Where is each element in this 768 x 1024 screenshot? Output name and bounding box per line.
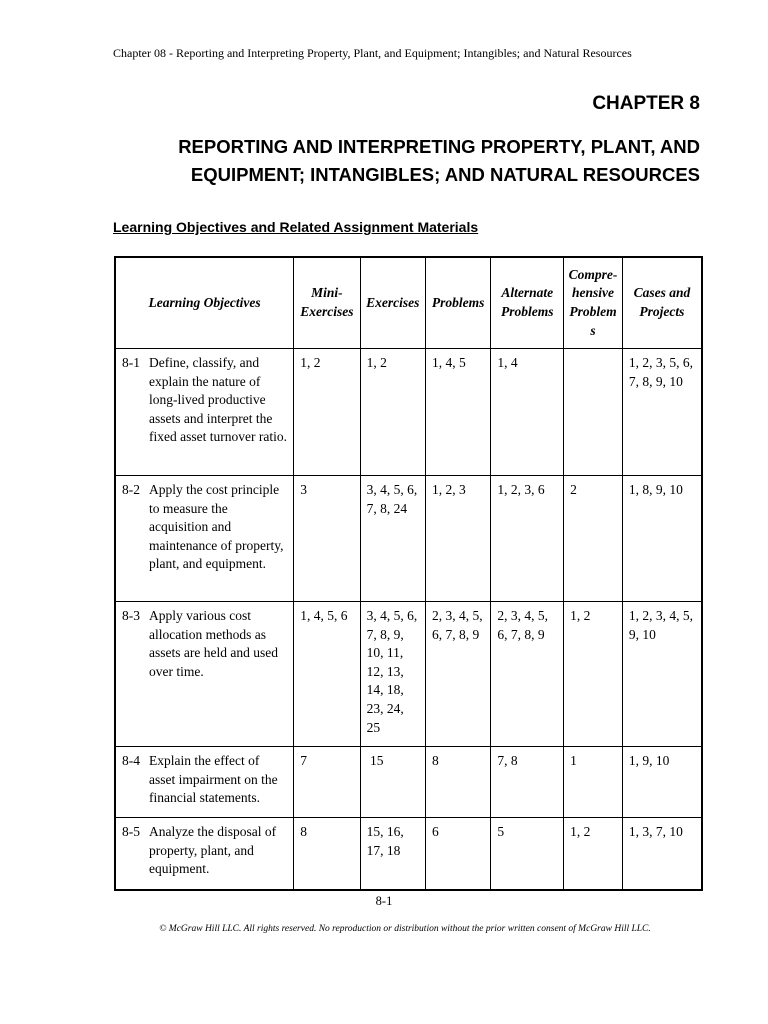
table-row xyxy=(115,602,702,747)
header-cases-and-projects xyxy=(622,257,702,349)
objective-cell xyxy=(115,818,294,890)
objective-text: Apply various cost allocation methods as assets are held and used over time. xyxy=(149,608,278,679)
header-comprehensive-line: s xyxy=(590,322,596,338)
problems-cell: 2, 3, 4, 5, 6, 7, 8, 9 xyxy=(425,602,490,747)
problems-cell: 1, 2, 3 xyxy=(425,476,490,602)
chapter-title-line-2: EQUIPMENT; INTANGIBLES; AND NATURAL RESOURCES xyxy=(190,164,700,185)
header-cases-line: Cases and xyxy=(633,285,691,301)
alternate-problems-cell: 1, 4 xyxy=(491,349,564,476)
objective-cell xyxy=(115,349,294,476)
section-heading: Learning Objectives and Related Assignment Materials xyxy=(113,219,479,235)
chapter-title xyxy=(60,133,700,189)
alternate-problems-cell: 5 xyxy=(491,818,564,890)
exercises-cell: 1, 2 xyxy=(360,349,425,476)
chapter-title-line-1: REPORTING AND INTERPRETING PROPERTY, PLANT, AND xyxy=(178,136,700,157)
exercises-cell: 3, 4, 5, 6, 7, 8, 24 xyxy=(360,476,425,602)
objective-cell xyxy=(115,476,294,602)
exercises-cell: 15, 16, 17, 18 xyxy=(360,818,425,890)
cases-and-projects-cell: 1, 2, 3, 4, 5, 9, 10 xyxy=(622,602,702,747)
alternate-problems-cell: 7, 8 xyxy=(491,747,564,818)
copyright-notice: © McGraw Hill LLC. All rights reserved. No reproduction or distribution without the prior written consent of McGraw Hill LLC. xyxy=(159,924,651,934)
table-row xyxy=(115,818,702,890)
alternate-problems-cell: 1, 2, 3, 6 xyxy=(491,476,564,602)
objective-number: 8-4 xyxy=(122,753,140,768)
header-alternate-problems xyxy=(491,257,564,349)
problems-cell: 6 xyxy=(425,818,490,890)
header-cases-line: Projects xyxy=(639,304,685,319)
alternate-problems-cell: 2, 3, 4, 5, 6, 7, 8, 9 xyxy=(491,602,564,747)
exercises-cell: 15 xyxy=(360,747,425,818)
comprehensive-problems-cell: 1 xyxy=(564,747,623,818)
cases-and-projects-cell: 1, 3, 7, 10 xyxy=(622,818,702,890)
objective-text: Define, classify, and explain the nature of long-lived productive assets and interpret the fixed asset turnover ratio. xyxy=(149,355,287,445)
header-alternate-problems-line: Problems xyxy=(500,304,554,319)
running-header: Chapter 08 - Reporting and Interpreting Property, Plant, and Equipment; Intangibles; and Natural Resources xyxy=(113,46,632,60)
chapter-number: CHAPTER 8 xyxy=(592,93,700,114)
header-exercises: Exercises xyxy=(360,257,425,349)
objective-cell xyxy=(115,747,294,818)
objective-text: Explain the effect of asset impairment on the financial statements. xyxy=(149,753,278,806)
cases-and-projects-cell: 1, 8, 9, 10 xyxy=(622,476,702,602)
exercises-cell: 3, 4, 5, 6, 7, 8, 9, 10, 11, 12, 13, 14, 18, 23, 24, 25 xyxy=(360,602,425,747)
mini-exercises-cell: 1, 2 xyxy=(294,349,360,476)
mini-exercises-cell: 7 xyxy=(294,747,360,818)
table-row xyxy=(115,349,702,476)
mini-exercises-cell: 3 xyxy=(294,476,360,602)
learning-objectives-table xyxy=(114,256,703,891)
header-comprehensive-line: Compre- xyxy=(568,266,618,282)
objective-cell xyxy=(115,602,294,747)
header-problems: Problems xyxy=(425,257,490,349)
table-row xyxy=(115,747,702,818)
header-comprehensive-problems xyxy=(564,257,623,349)
header-alternate-problems-line: Alternate xyxy=(501,285,554,301)
problems-cell: 1, 4, 5 xyxy=(425,349,490,476)
objective-text: Analyze the disposal of property, plant, and equipment. xyxy=(149,824,277,877)
table-header-row xyxy=(115,257,702,349)
objective-number: 8-2 xyxy=(122,482,140,497)
problems-cell: 8 xyxy=(425,747,490,818)
header-mini-exercises-line: Exercises xyxy=(300,304,354,319)
cases-and-projects-cell: 1, 9, 10 xyxy=(622,747,702,818)
objective-number: 8-3 xyxy=(122,608,140,623)
objective-text: Apply the cost principle to measure the acquisition and maintenance of property, plant, and equipment. xyxy=(149,482,284,572)
comprehensive-problems-cell xyxy=(564,349,623,476)
table-row xyxy=(115,476,702,602)
header-learning-objectives: Learning Objectives xyxy=(115,257,294,349)
comprehensive-problems-cell: 1, 2 xyxy=(564,602,623,747)
cases-and-projects-cell: 1, 2, 3, 5, 6, 7, 8, 9, 10 xyxy=(622,349,702,476)
mini-exercises-cell: 8 xyxy=(294,818,360,890)
mini-exercises-cell: 1, 4, 5, 6 xyxy=(294,602,360,747)
objective-number: 8-1 xyxy=(122,355,140,370)
page-number: 8-1 xyxy=(375,894,393,908)
header-comprehensive-line: Problem xyxy=(569,304,617,319)
comprehensive-problems-cell: 2 xyxy=(564,476,623,602)
header-mini-exercises-line: Mini- xyxy=(311,285,343,301)
header-mini-exercises xyxy=(294,257,360,349)
header-comprehensive-line: hensive xyxy=(571,285,614,301)
comprehensive-problems-cell: 1, 2 xyxy=(564,818,623,890)
objective-number: 8-5 xyxy=(122,824,140,839)
